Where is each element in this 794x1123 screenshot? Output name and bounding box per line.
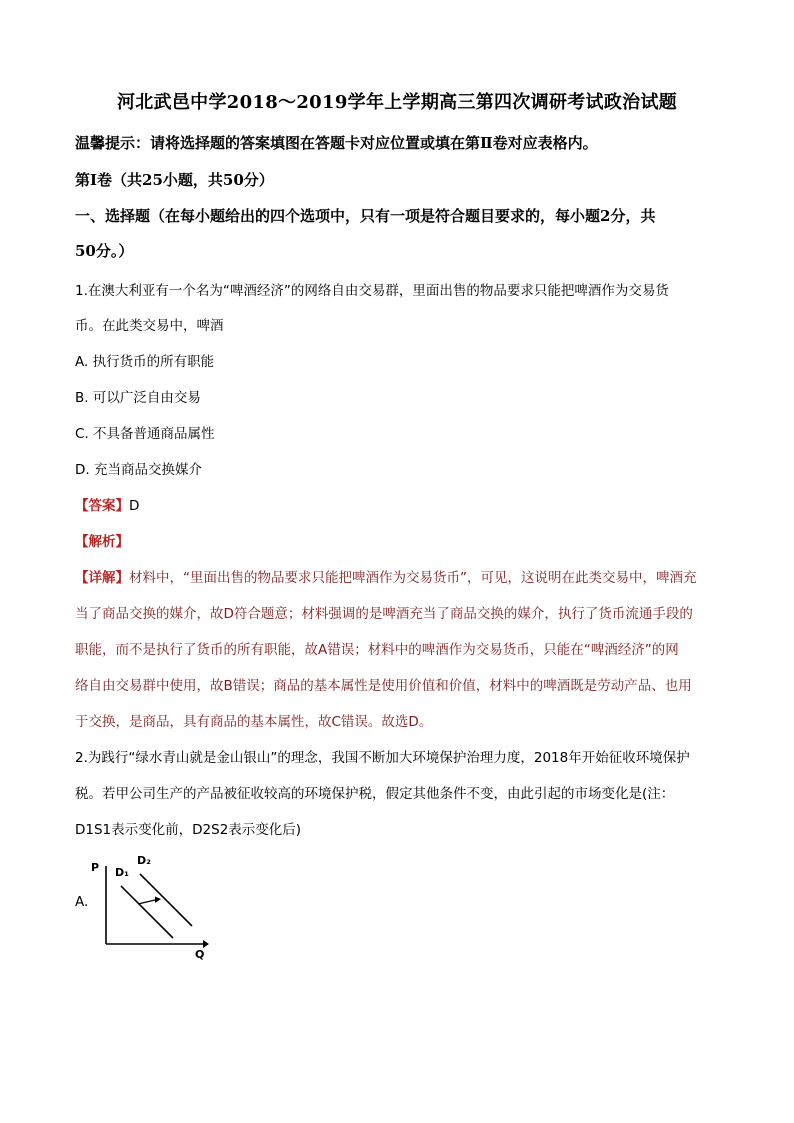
tip-text: 温馨提示：请将选择题的答案填图在答题卡对应位置或填在第Ⅱ卷对应表格内。 (75, 134, 598, 152)
q1-detail-line1 (75, 566, 697, 586)
q1-stem-line1: 1.在澳大利亚有一个名为“啤酒经济”的网络自由交易群，里面出售的物品要求只能把啤酒作为交易货 (75, 283, 669, 299)
analysis-tag: 【解析】 (75, 534, 129, 550)
page-title: 河北武邑中学2018～2019学年上学期高三第四次调研考试政治试题 (116, 92, 678, 113)
q1-detail-line5: 于交换，是商品，具有商品的基本属性，故C错误。故选D。 (75, 714, 433, 730)
x-axis-label: Q (195, 948, 205, 961)
q1-detail-line2: 当了商品交换的媒介，故D符合题意；材料强调的是啤酒充当了商品交换的媒介，执行了货币流通手段的 (75, 606, 693, 622)
q2-stem-line3: D1S1表示变化前，D2S2表示变化后) (75, 822, 302, 838)
d1-label: D₁ (115, 866, 129, 879)
q1-analysis-tag (75, 530, 129, 550)
q1-detail-line4: 络自由交易群中使用，故B错误；商品的基本属性是使用价值和价值，材料中的啤酒既是劳动产品、也用 (75, 678, 692, 694)
detail-text: 材料中，“里面出售的物品要求只能把啤酒作为交易货币”，可见，这说明在此类交易中，啤酒充 (129, 570, 697, 586)
shift-arrowhead (155, 897, 161, 904)
section-heading-line2: 50分。） (75, 242, 134, 260)
d1-curve (121, 886, 173, 938)
q2-stem-line2: 税。若甲公司生产的产品被征收较高的环境保护税，假定其他条件不变，由此引起的市场变化是(注： (75, 786, 675, 802)
q1-detail-line3: 职能，而不是执行了货币的所有职能，故A错误；材料中的啤酒作为交易货币，只能在“啤酒经济”的网 (75, 642, 679, 658)
volume-heading: 第Ⅰ卷（共25小题，共50分） (75, 171, 274, 189)
x-axis-arrow (203, 940, 209, 948)
d2-curve (140, 874, 192, 926)
q2-option-a-figure (75, 852, 235, 962)
q1-stem-line2: 币。在此类交易中，啤酒 (75, 318, 224, 334)
q1-option-b: B. 可以广泛自由交易 (75, 390, 201, 406)
q1-option-c: C. 不具备普通商品属性 (75, 426, 215, 442)
q2-option-a-label: A. (75, 894, 89, 910)
q1-answer (75, 494, 139, 514)
answer-tag: 【答案】 (75, 498, 129, 514)
demand-shift-graph (75, 852, 235, 962)
section-heading-line1: 一、选择题（在每小题给出的四个选项中，只有一项是符合题目要求的，每小题2分，共 (75, 207, 656, 225)
q1-option-a: A. 执行货币的所有职能 (75, 354, 215, 370)
shift-arrow (138, 900, 155, 904)
answer-value: D (129, 498, 140, 514)
detail-tag: 【详解】 (75, 570, 129, 586)
q2-stem-line1: 2.为践行“绿水青山就是金山银山”的理念，我国不断加大环境保护治理力度，2018年开始征收环境保护 (75, 750, 690, 766)
q1-option-d: D. 充当商品交换媒介 (75, 462, 202, 478)
d2-label: D₂ (137, 854, 151, 867)
y-axis-label: P (91, 861, 100, 874)
